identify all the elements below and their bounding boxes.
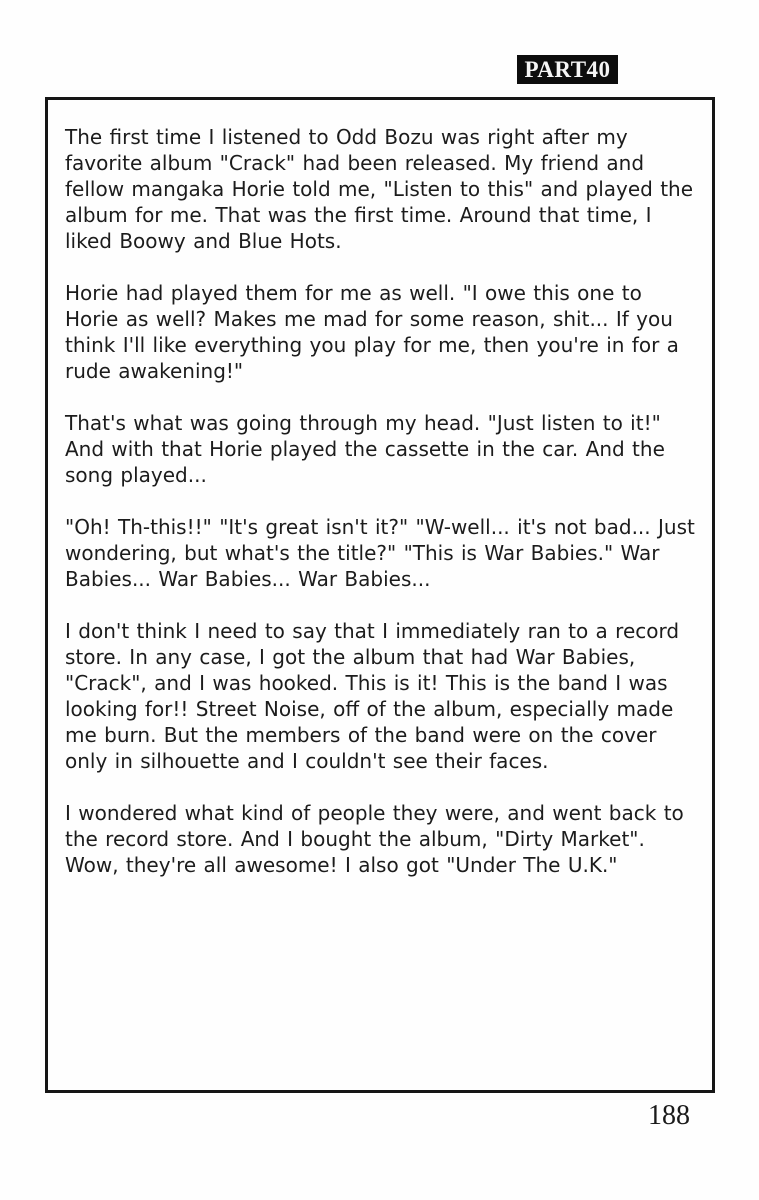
paragraph: The first time I listened to Odd Bozu was right after my favorite album "Crack" had been released. My friend and fellow mangaka Horie told me, "Listen to this" and played the album for me. That was the first time. Around that time, I liked Boowy and Blue Hots.	[65, 125, 694, 253]
paragraph: I don't think I need to say that I immediately ran to a record store. In any case, I got the album that had War Babies, "Crack", and I was hooked. This is it! This is the band I was looking for!! Street Noise, off of the album, especially made me burn. But the members of the band were on the cover only in silhouette and I couldn't see their faces.	[65, 619, 680, 773]
part-badge: PART40	[517, 55, 618, 84]
paragraph: "Oh! Th-this!!" "It's great isn't it?" "W-well... it's not bad... Just wondering, but what's the title?" "This is War Babies." War Babies... War Babies... War Babies...	[65, 515, 695, 591]
paragraph: Horie had played them for me as well. "I owe this one to Horie as well? Makes me mad for some reason, shit... If you think I'll like everything you play for me, then you're in for a rude awakening!"	[65, 281, 679, 383]
afterword-text	[65, 124, 700, 878]
paragraph: I wondered what kind of people they were, and went back to the record store. And I bought the album, "Dirty Market". Wow, they're all awesome! I also got "Under The U.K."	[65, 801, 684, 877]
paragraph: That's what was going through my head. "Just listen to it!" And with that Horie played the cassette in the car. And the song played...	[65, 411, 665, 487]
text-panel	[45, 97, 715, 1093]
page-number: 188	[648, 1100, 690, 1131]
